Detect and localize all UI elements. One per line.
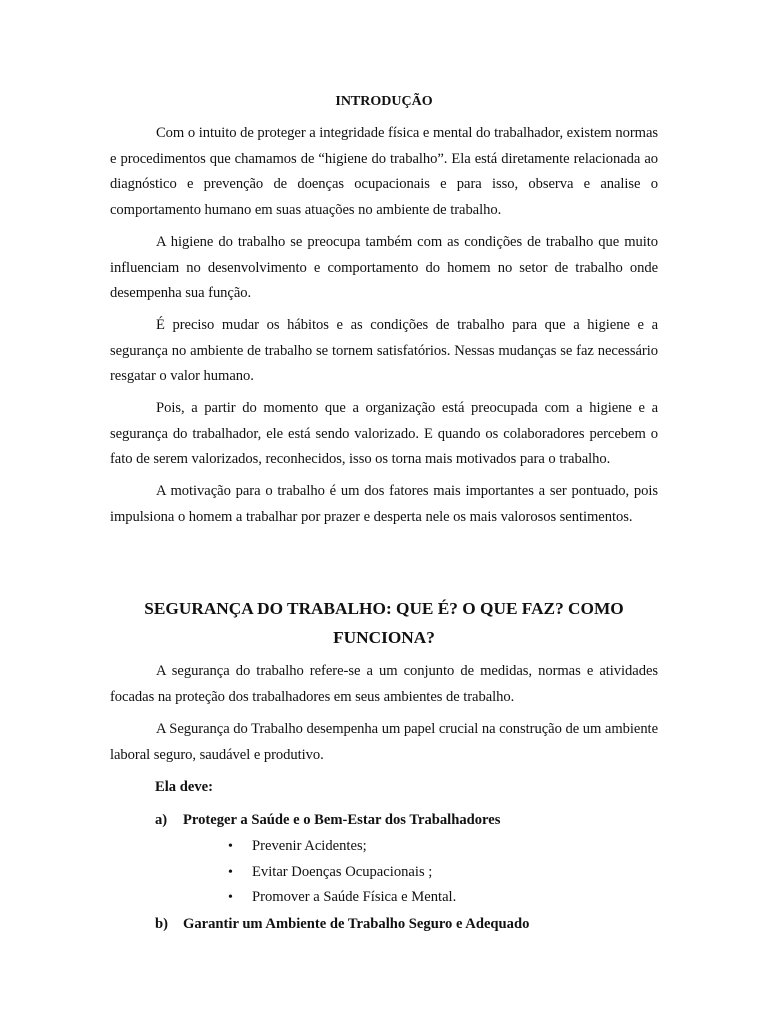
list-item-b-label: b) [155,916,168,932]
intro-title: INTRODUÇÃO [335,94,433,109]
safety-title: SEGURANÇA DO TRABALHO: QUE É? O QUE FAZ? COMO FUNCIONA? [144,599,624,647]
safety-paragraph-2: A Segurança do Trabalho desempenha um papel crucial na construção de um ambiente laboral seguro, saudável e produtivo. [110,721,658,763]
bullet-text: Prevenir Acidentes; [252,838,367,854]
intro-paragraph-2: A higiene do trabalho se preocupa também com as condições de trabalho que muito influenciam no desenvolvimento e comportamento do homem no setor de trabalho onde desempenha sua função. [110,234,658,302]
must-label: Ela deve: [155,779,213,795]
intro-paragraph-1: Com o intuito de proteger a integridade física e mental do trabalhador, existem normas e procedimentos que chamamos de “higiene do trabalho”. Ela está diretamente relacionada ao diagnóstico e prevenção de doenças ocupacionais e para isso, observa e analise o comportamento humano em suas atuações no ambiente de trabalho. [110,125,658,218]
bullet-item [228,836,456,862]
intro-paragraph-3: É preciso mudar os hábitos e as condições de trabalho para que a higiene e a segurança no ambiente de trabalho se tornem satisfatórios. Nessas mudanças se faz necessário resgatar o valor humano. [110,317,658,385]
bullet-list [228,836,456,913]
list-item-a-text: Proteger a Saúde e o Bem-Estar dos Trabalhadores [183,812,501,828]
bullet-text: Promover a Saúde Física e Mental. [252,889,457,905]
safety-paragraph-1: A segurança do trabalho refere-se a um conjunto de medidas, normas e atividades focadas na proteção dos trabalhadores em seus ambientes de trabalho. [110,663,658,705]
list-item-a-label: a) [155,812,168,828]
bullet-icon: • [228,890,233,905]
bullet-text: Evitar Doenças Ocupacionais ; [252,863,433,880]
bullet-item [228,887,456,913]
list-item-b [155,914,529,934]
list-item-a [155,810,500,830]
intro-paragraph-5: A motivação para o trabalho é um dos fatores mais importantes a ser pontuado, pois impulsiona o homem a trabalhar por prazer e desperta nele os mais valorosos sentimentos. [110,483,658,525]
bullet-item [228,862,456,888]
list-item-b-text: Garantir um Ambiente de Trabalho Seguro e Adequado [183,916,530,932]
intro-paragraph-4: Pois, a partir do momento que a organização está preocupada com a higiene e a segurança do trabalhador, ele está sendo valorizado. E quando os colaboradores percebem o fato de serem valorizados, reconhecidos, isso os torna mais motivados para o trabalho. [110,400,658,468]
bullet-icon: • [228,864,233,880]
bullet-icon: • [228,839,233,854]
